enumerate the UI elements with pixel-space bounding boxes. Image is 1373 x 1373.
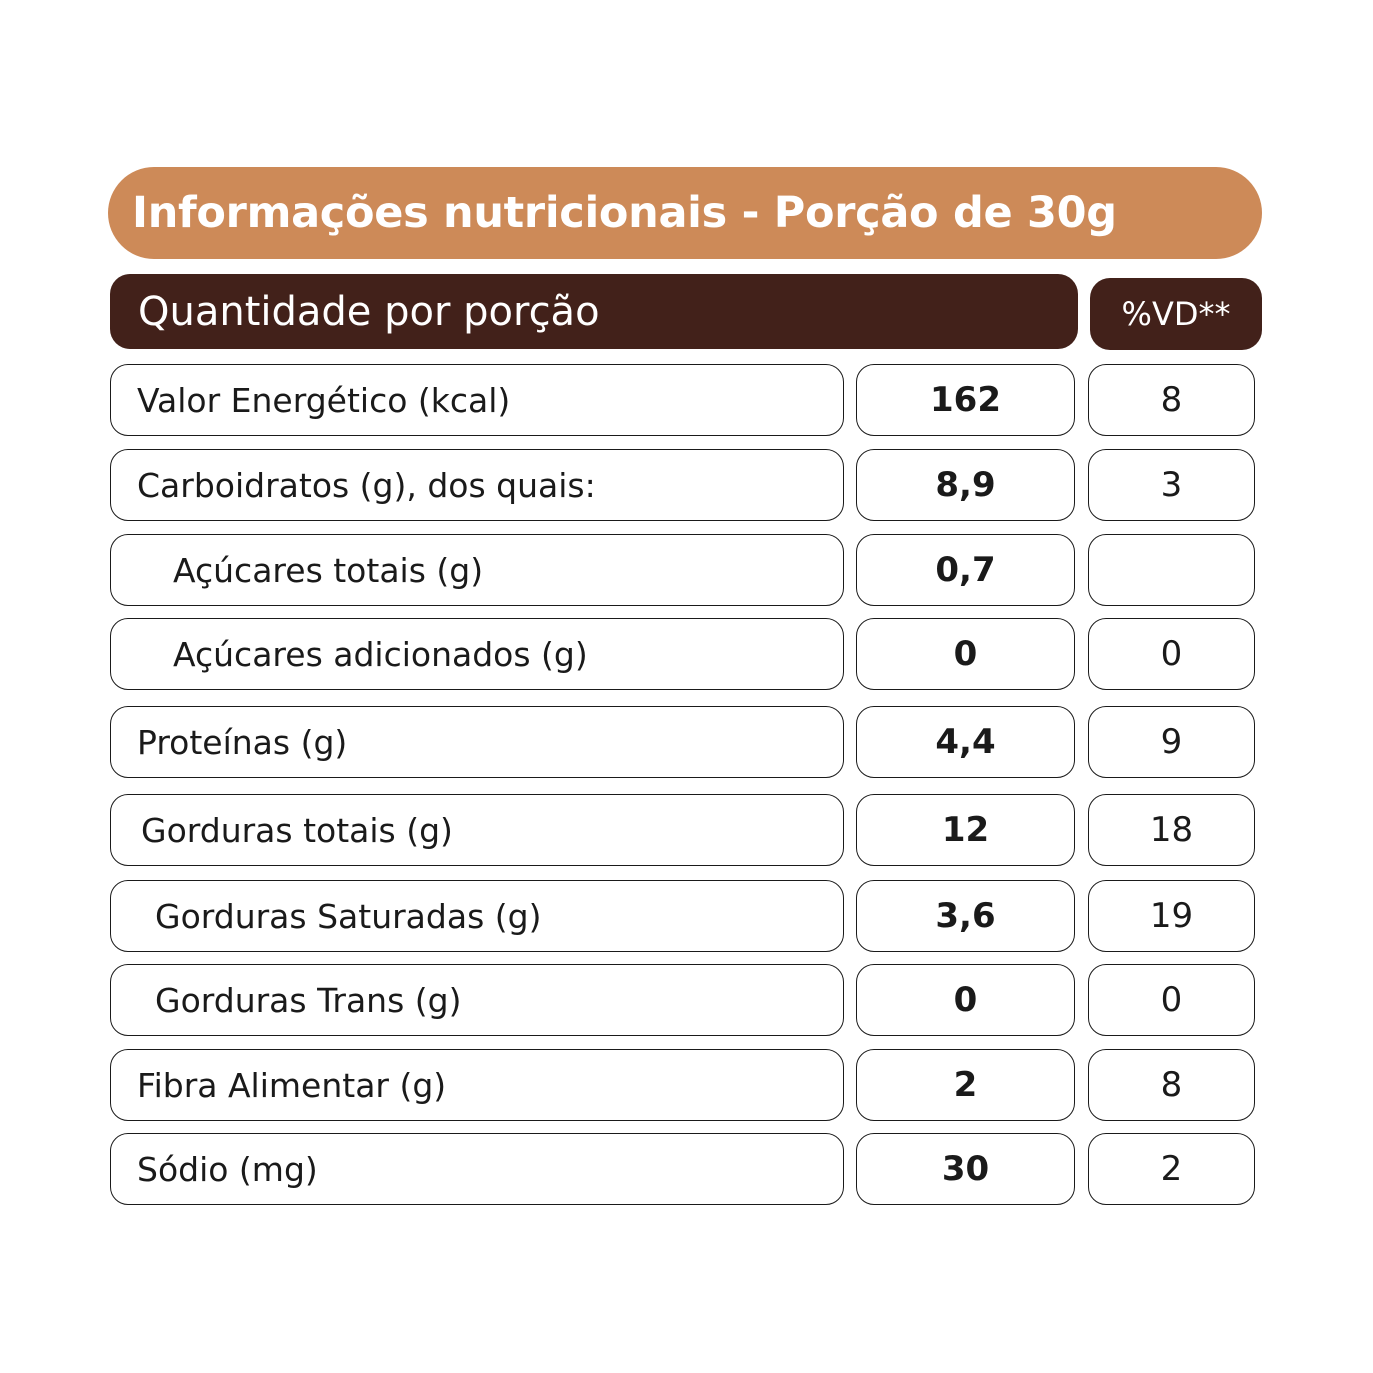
table-title — [108, 167, 1262, 259]
nutrient-name: Gorduras Saturadas (g) — [110, 880, 844, 952]
table-row — [0, 618, 1373, 690]
nutrient-vd: 18 — [1088, 794, 1255, 866]
table-row — [0, 1049, 1373, 1121]
vd-header — [1090, 278, 1262, 350]
nutrient-vd: 8 — [1088, 1049, 1255, 1121]
table-row — [0, 964, 1373, 1036]
nutrient-vd: 19 — [1088, 880, 1255, 952]
table-row — [0, 1133, 1373, 1205]
table-row — [0, 364, 1373, 436]
table-row — [0, 534, 1373, 606]
nutrient-amount: 2 — [856, 1049, 1075, 1121]
nutrient-name: Carboidratos (g), dos quais: — [110, 449, 844, 521]
nutrient-vd: 3 — [1088, 449, 1255, 521]
nutrient-vd: 2 — [1088, 1133, 1255, 1205]
nutrient-amount: 162 — [856, 364, 1075, 436]
table-row — [0, 880, 1373, 952]
nutrient-amount: 0 — [856, 618, 1075, 690]
table-title-text: Informações nutricionais - Porção de 30g — [132, 188, 1117, 238]
nutrient-amount: 0 — [856, 964, 1075, 1036]
table-row — [0, 794, 1373, 866]
table-row — [0, 706, 1373, 778]
nutrient-name: Gorduras totais (g) — [110, 794, 844, 866]
quantity-header-label: Quantidade por porção — [138, 288, 600, 335]
nutrient-vd: 0 — [1088, 618, 1255, 690]
nutrient-name: Proteínas (g) — [110, 706, 844, 778]
table-row — [0, 449, 1373, 521]
quantity-header — [110, 274, 1078, 349]
nutrient-name: Valor Energético (kcal) — [110, 364, 844, 436]
nutrient-name: Gorduras Trans (g) — [110, 964, 844, 1036]
nutrient-name: Fibra Alimentar (g) — [110, 1049, 844, 1121]
nutrient-vd: 0 — [1088, 964, 1255, 1036]
nutrient-amount: 0,7 — [856, 534, 1075, 606]
nutrient-amount: 4,4 — [856, 706, 1075, 778]
nutrient-vd: 8 — [1088, 364, 1255, 436]
nutrient-amount: 12 — [856, 794, 1075, 866]
nutrient-name: Sódio (mg) — [110, 1133, 844, 1205]
vd-header-label: %VD** — [1121, 295, 1231, 333]
nutrient-name: Açúcares adicionados (g) — [110, 618, 844, 690]
nutrient-amount: 3,6 — [856, 880, 1075, 952]
nutrient-vd: 9 — [1088, 706, 1255, 778]
nutrient-vd — [1088, 534, 1255, 606]
nutrient-name: Açúcares totais (g) — [110, 534, 844, 606]
nutrient-amount: 8,9 — [856, 449, 1075, 521]
nutrient-amount: 30 — [856, 1133, 1075, 1205]
